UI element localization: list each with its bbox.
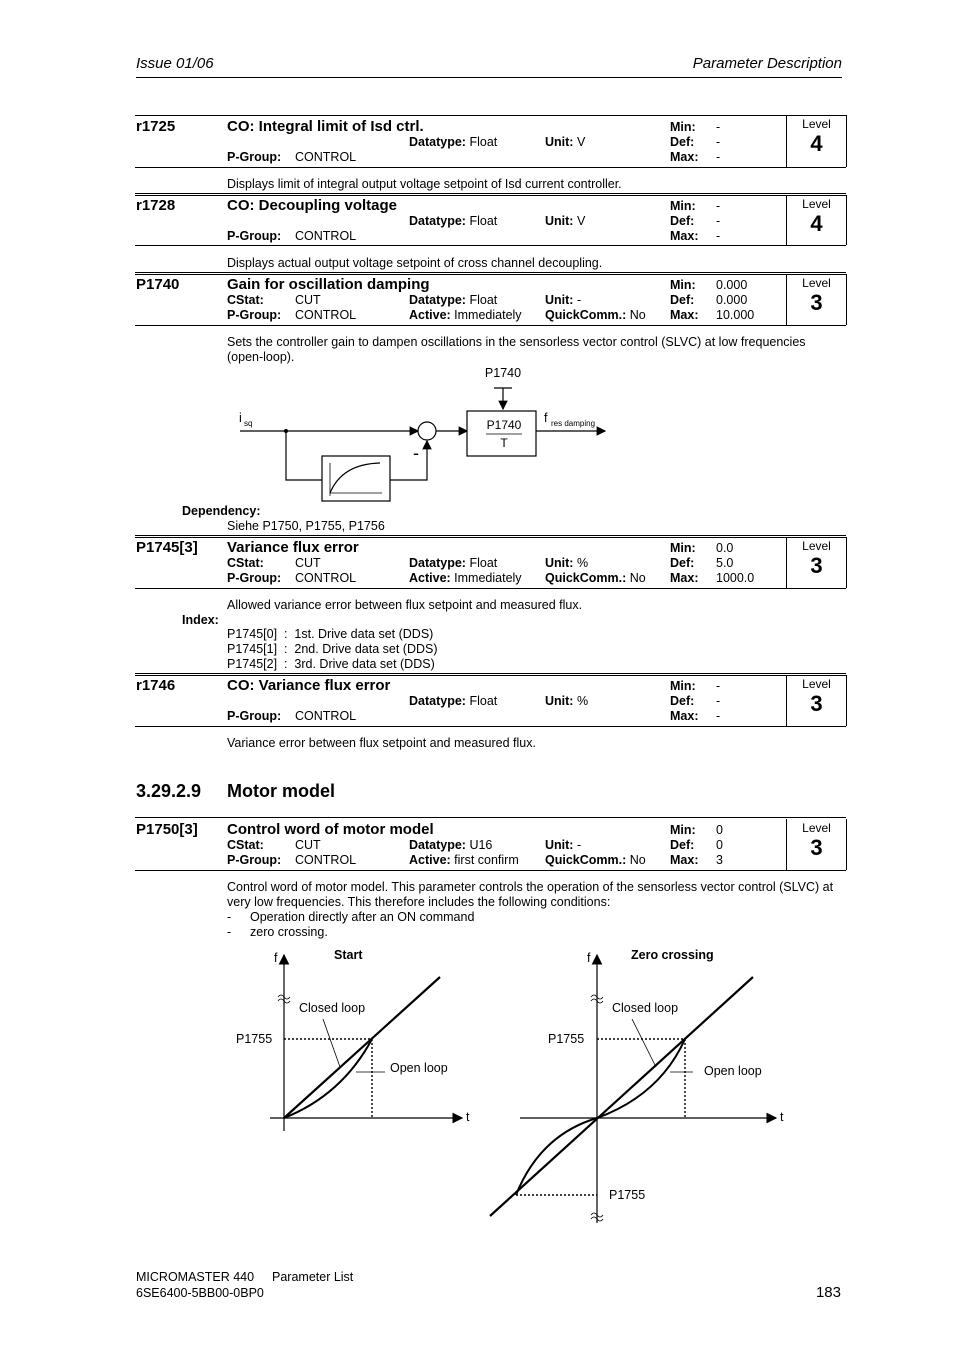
dependency-text: Siehe P1750, P1755, P1756 <box>227 519 385 533</box>
param-min: - <box>716 679 721 693</box>
level-label-positive: P1755 <box>548 1032 585 1046</box>
footer-product: MICROMASTER 440 <box>136 1270 255 1284</box>
param-bottom-rule <box>135 245 846 246</box>
block-top-label: P1740 <box>486 418 522 432</box>
param-unit: % <box>576 694 589 708</box>
graph-title: Zero crossing <box>631 948 714 962</box>
closed-loop-label: Closed loop <box>299 1001 366 1015</box>
param-max: - <box>716 150 721 164</box>
param-pgroup: CONTROL <box>295 709 357 723</box>
index-item: P1745[0] : 1st. Drive data set (DDS) <box>227 627 434 641</box>
param-description: Allowed variance error between flux setpoint and measured flux. <box>227 598 583 612</box>
param-unit: % <box>576 556 589 570</box>
param-max: 1000.0 <box>716 571 755 585</box>
param-top-rule <box>135 115 846 116</box>
param-bottom-rule <box>135 325 846 326</box>
param-top-rule <box>135 673 846 674</box>
index-item: P1745[2] : 3rd. Drive data set (DDS) <box>227 657 435 671</box>
open-loop-label: Open loop <box>390 1061 448 1075</box>
header-left: Issue 01/06 <box>136 55 214 72</box>
param-def: - <box>716 135 721 149</box>
section-title: Motor model <box>227 781 335 801</box>
level-value: 3 <box>810 835 823 860</box>
param-top-label: P1740 <box>484 366 522 380</box>
param-min: 0 <box>716 823 723 837</box>
level-box: Level 3 <box>786 819 847 870</box>
param-bottom-rule <box>135 588 846 589</box>
param-description: Displays limit of integral output voltage setpoint of Isd current controller. <box>227 177 622 191</box>
level-label-negative: P1755 <box>609 1188 646 1202</box>
param-description: Variance error between flux setpoint and measured flux. <box>227 736 536 750</box>
param-id: P1745[3] <box>136 539 198 556</box>
y-axis-label: f <box>587 951 591 965</box>
param-def: 0.000 <box>716 293 748 307</box>
param-quickcomm: No <box>629 308 646 322</box>
footer-doc: Parameter List <box>272 1270 354 1284</box>
param-top-rule <box>135 272 846 273</box>
param-min: - <box>716 120 721 134</box>
param-pgroup: CONTROL <box>295 571 357 585</box>
param-unit: V <box>576 214 586 228</box>
param-datatype: Float <box>469 556 498 570</box>
param-description: Sets the controller gain to dampen oscillations in the sensorless vector control (SLVC) at low frequencies (open-loop). <box>227 335 806 364</box>
param-id: P1740 <box>136 276 180 293</box>
param-datatype: Float <box>469 293 498 307</box>
block-bottom-label: T <box>500 436 508 450</box>
param-title: Control word of motor model <box>227 821 434 838</box>
param-active: first confirm <box>454 853 519 867</box>
graph-title: Start <box>334 948 363 962</box>
output-sub-label: res damping <box>551 419 596 428</box>
param-datatype: Float <box>469 694 498 708</box>
param-bottom-rule <box>135 167 846 168</box>
param-top-rule <box>135 193 846 194</box>
header-right: Parameter Description <box>692 55 842 72</box>
input-label: i <box>239 411 242 425</box>
param-unit: - <box>576 293 582 307</box>
param-max: 3 <box>716 853 723 867</box>
param-id: P1750[3] <box>136 821 198 838</box>
param-description: Displays actual output voltage setpoint of cross channel decoupling. <box>227 256 603 270</box>
open-loop-label: Open loop <box>704 1064 762 1078</box>
param-pgroup: CONTROL <box>295 229 357 243</box>
param-cstat: CUT <box>295 293 321 307</box>
param-max: - <box>716 229 721 243</box>
level-box: Level 3 <box>786 274 847 325</box>
page-number: 183 <box>815 1284 841 1301</box>
level-box: Level 4 <box>786 195 847 245</box>
param-top-rule <box>135 535 846 536</box>
index-label: Index: <box>182 613 219 627</box>
param-id: r1728 <box>136 197 176 214</box>
graph-start <box>230 945 480 1135</box>
closed-loop-label: Closed loop <box>612 1001 679 1015</box>
section-number: 3.29.2.9 <box>136 781 202 801</box>
param-def: - <box>716 694 721 708</box>
level-value: 3 <box>810 691 823 716</box>
index-item: P1745[1] : 2nd. Drive data set (DDS) <box>227 642 438 656</box>
param-cstat: CUT <box>295 838 321 852</box>
summing-junction <box>418 422 436 440</box>
param-def: 0 <box>716 838 723 852</box>
closed-loop-line <box>284 977 440 1118</box>
param-active: Immediately <box>454 308 522 322</box>
param-max: 10.000 <box>716 308 755 322</box>
param-id: r1725 <box>136 118 176 135</box>
param-top-rule-double <box>135 675 846 676</box>
level-value: 4 <box>810 211 823 236</box>
param-pgroup: CONTROL <box>295 308 357 322</box>
param-min: - <box>716 199 721 213</box>
param-datatype: Float <box>469 214 498 228</box>
param-datatype: Float <box>469 135 498 149</box>
param-title: Variance flux error <box>227 539 359 556</box>
param-pgroup: CONTROL <box>295 150 357 164</box>
param-min: 0.000 <box>716 278 748 292</box>
param-title: Gain for oscillation damping <box>227 276 430 293</box>
param-active: Immediately <box>454 571 522 585</box>
param-quickcomm: No <box>629 571 646 585</box>
graph-zero-crossing <box>480 945 800 1230</box>
param-def: 5.0 <box>716 556 734 570</box>
param-unit: V <box>576 135 586 149</box>
param-def: - <box>716 214 721 228</box>
y-axis-label: f <box>274 951 278 965</box>
param-cstat: CUT <box>295 556 321 570</box>
footer-order-number: 6SE6400-5BB00-0BP0 <box>136 1286 264 1300</box>
param-min: 0.0 <box>716 541 734 555</box>
param-max: - <box>716 709 721 723</box>
output-label: f <box>544 411 548 425</box>
param-datatype: U16 <box>469 838 493 852</box>
level-box: Level 3 <box>786 675 847 726</box>
param-top-rule <box>135 817 846 818</box>
dependency-label: Dependency: <box>182 504 261 518</box>
param-top-rule-double <box>135 537 846 538</box>
level-value: 4 <box>810 131 823 156</box>
param-bottom-rule <box>135 726 846 727</box>
level-value: 3 <box>810 290 823 315</box>
level-value: 3 <box>810 553 823 578</box>
level-label: P1755 <box>236 1032 273 1046</box>
param-bottom-rule <box>135 870 846 871</box>
param-title: CO: Variance flux error <box>227 677 391 694</box>
param-top-rule-double <box>135 274 846 275</box>
param-unit: - <box>576 838 582 852</box>
param-pgroup: CONTROL <box>295 853 357 867</box>
input-sub-label: sq <box>244 419 253 428</box>
x-axis-label: t <box>780 1110 784 1124</box>
level-box: Level 3 <box>786 537 847 588</box>
param-title: CO: Integral limit of Isd ctrl. <box>227 118 424 135</box>
param-id: r1746 <box>136 677 176 694</box>
param-top-rule-double <box>135 195 846 196</box>
param-title: CO: Decoupling voltage <box>227 197 398 214</box>
level-box: Level 4 <box>786 115 847 167</box>
minus-sign: - <box>413 443 419 463</box>
x-axis-label: t <box>466 1110 470 1124</box>
header-rule <box>136 77 842 78</box>
param-description: Control word of motor model. This parameter controls the operation of the sensorless vector control (SLVC) at very low frequencies. This therefore includes the following conditions: <box>227 880 834 909</box>
param-quickcomm: No <box>629 853 646 867</box>
block-diagram <box>230 360 620 510</box>
bullet-item: zero crossing. <box>250 925 328 939</box>
bullet-item: Operation directly after an ON command <box>250 910 475 924</box>
